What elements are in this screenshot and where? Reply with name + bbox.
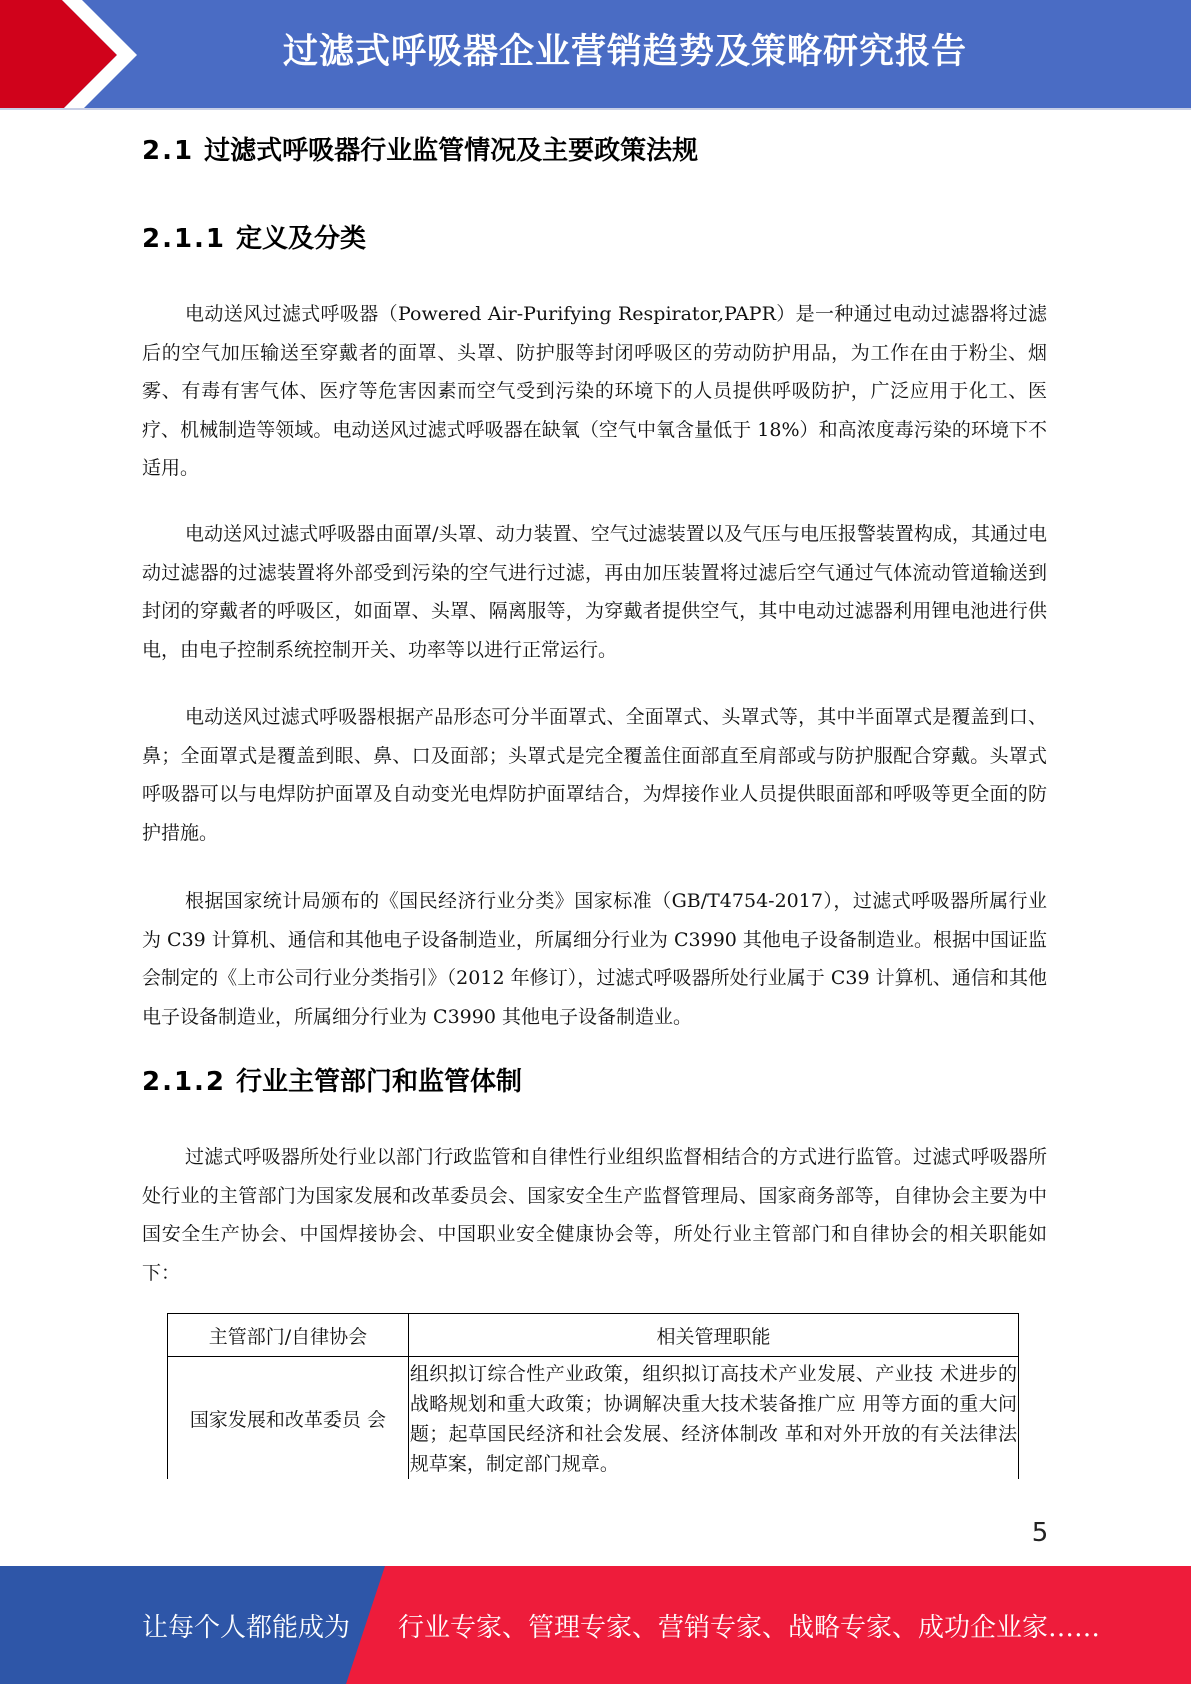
table-header-row [168,1314,1019,1357]
paragraph: 过滤式呼吸器所处行业以部门行政监管和自律性行业组织监督相结合的方式进行监管。过滤式呼吸器所处行业的主管部门为国家发展和改革委员会、国家安全生产监督管理局、国家商务部等，自律协会主要为中国安全生产协会、中国焊接协会、中国职业安全健康协会等，所处行业主管部门和自律协会的相关职能如下： [142,1146,1047,1284]
paragraph: 根据国家统计局颁布的《国民经济行业分类》国家标准（GB/T4754-2017），过滤式呼吸器所属行业为 C39 计算机、通信和其他电子设备制造业，所属细分行业为 C3990 其他电子设备制造业。根据中国证监会制定的《上市公司行业分类指引》（2012 年修订），过滤式呼吸器所处行业属于 C39 计算机、通信和其他电子设备制造业，所属细分行业为 C3990 其他电子设备制造业。 [142,890,1047,1028]
section-number: 2.1 [142,136,195,166]
table-cell-duties: 组织拟订综合性产业政策，组织拟订高技术产业发展、产业技 术进步的战略规划和重大政策；协调解决重大技术装备推广应 用等方面的重大问题；起草国民经济和社会发展、经济体制改 革和对外开放的有关法律法规草案，制定部门规章。 [408,1357,1018,1480]
table-header-cell: 主管部门/自律协会 [168,1314,409,1357]
section-title: 过滤式呼吸器行业监管情况及主要政策法规 [204,136,699,166]
subsection-heading-definition [142,218,366,255]
subsection-title: 行业主管部门和监管体制 [236,1067,523,1097]
subsection-heading-regulation [142,1061,522,1098]
footer-slogan-left: 让每个人都能成为 [142,1613,351,1643]
subsection-number: 2.1.1 [142,224,227,254]
footer-slogan-right: 行业专家、管理专家、营销专家、战略专家、成功企业家…… [398,1613,1101,1643]
table-header-cell: 相关管理职能 [408,1314,1018,1357]
subsection-number: 2.1.2 [142,1067,227,1097]
table-cell-department: 国家发展和改革委员 会 [168,1357,409,1480]
header-banner [0,0,1191,110]
header-divider [0,108,1191,110]
report-title: 过滤式呼吸器企业营销趋势及策略研究报告 [282,32,967,72]
paragraph: 电动送风过滤式呼吸器由面罩/头罩、动力装置、空气过滤装置以及气压与电压报警装置构成，其通过电动过滤器的过滤装置将外部受到污染的空气进行过滤，再由加压装置将过滤后空气通过气体流动管道输送到封闭的穿戴者的呼吸区，如面罩、头罩、隔离服等，为穿戴者提供空气，其中电动过滤器利用锂电池进行供电，由电子控制系统控制开关、功率等以进行正常运行。 [142,523,1047,661]
paragraph: 电动送风过滤式呼吸器（Powered Air-Purifying Respirator,PAPR）是一种通过电动过滤器将过滤后的空气加压输送至穿戴者的面罩、头罩、防护服等封闭呼吸区的劳动防护用品，为工作在由于粉尘、烟雾、有毒有害气体、医疗等危害因素而空气受到污染的环境下的人员提供呼吸防护，广泛应用于化工、医疗、机械制造等领域。电动送风过滤式呼吸器在缺氧（空气中氧含量低于 18%）和高浓度毒污染的环境下不适用。 [142,303,1047,479]
regulatory-table [167,1313,1019,1479]
table-row [168,1357,1019,1480]
header-arrow-decoration [0,0,150,110]
footer-banner [0,1566,1191,1684]
page-number: 5 [1031,1518,1049,1548]
subsection-title: 定义及分类 [236,224,367,254]
section-heading [142,130,698,167]
paragraph: 电动送风过滤式呼吸器根据产品形态可分半面罩式、全面罩式、头罩式等，其中半面罩式是覆盖到口、鼻；全面罩式是覆盖到眼、鼻、口及面部；头罩式是完全覆盖住面部直至肩部或与防护服配合穿戴。头罩式呼吸器可以与电焊防护面罩及自动变光电焊防护面罩结合，为焊接作业人员提供眼面部和呼吸等更全面的防护措施。 [142,706,1047,844]
